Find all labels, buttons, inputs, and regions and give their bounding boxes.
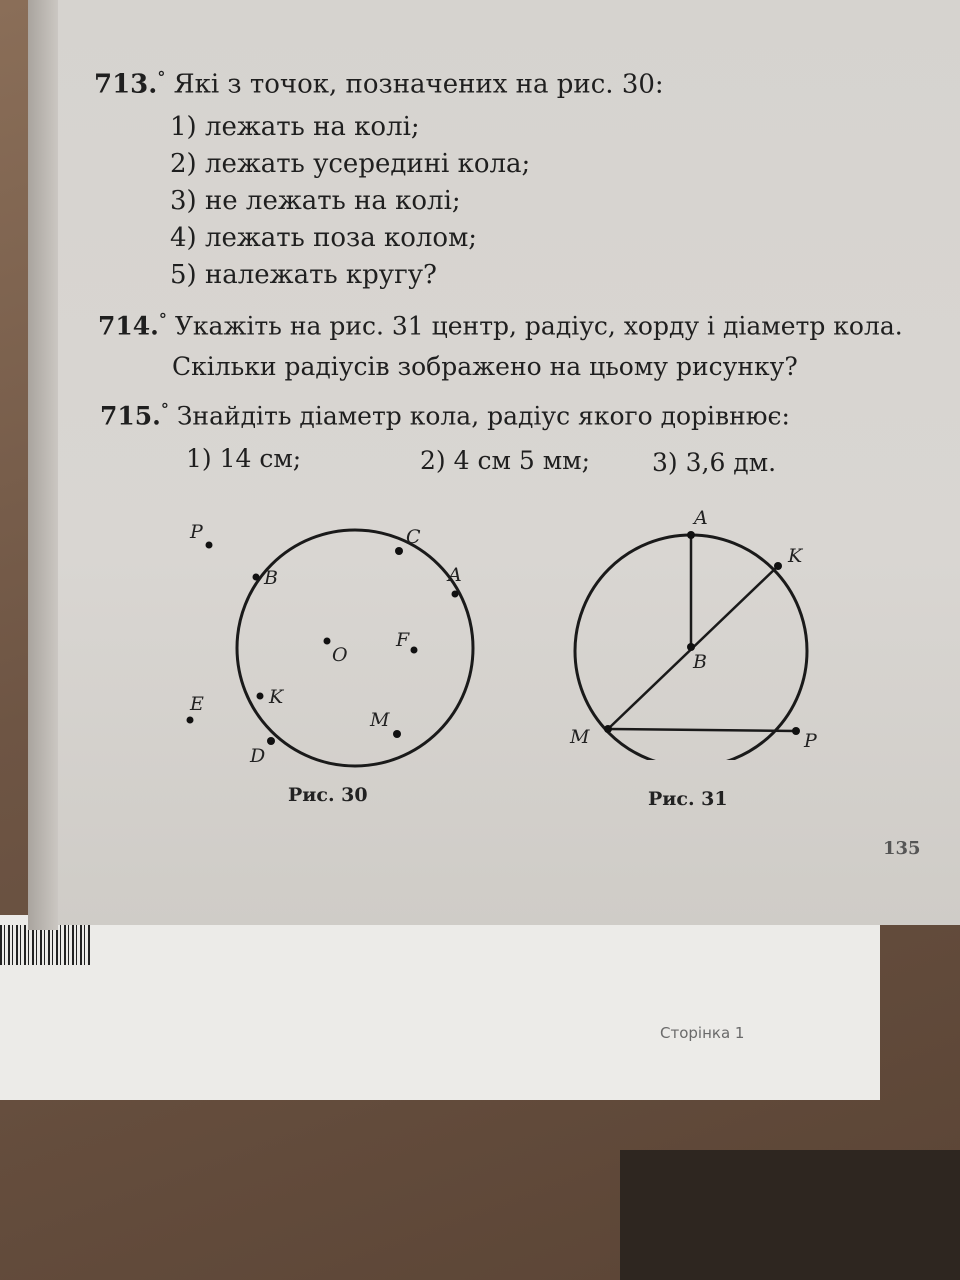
point-a <box>687 531 695 539</box>
page-binding-edge <box>28 0 58 930</box>
figure-30 <box>168 500 508 800</box>
point-c <box>395 547 403 555</box>
problem-715-number: 715. <box>100 401 161 431</box>
point-f <box>411 647 418 654</box>
label-m: M <box>370 709 390 731</box>
point-k <box>257 693 264 700</box>
point-m <box>393 730 401 738</box>
sheet-footer: Сторінка 1 <box>660 1024 745 1042</box>
textbook-page <box>28 0 960 925</box>
label-k: K <box>788 545 803 567</box>
point-p <box>792 727 800 735</box>
problem-714-text: Укажіть на рис. 31 центр, радіус, хорду і діаметр кола. <box>174 311 903 341</box>
label-f: F <box>396 629 410 651</box>
problem-713-question: Які з точок, позначених на рис. 30: <box>173 69 664 100</box>
label-p: P <box>190 521 203 543</box>
point-b <box>687 643 695 651</box>
page-number: 135 <box>883 838 921 859</box>
point-e <box>187 717 194 724</box>
problem-715-question: Знайдіть діаметр кола, радіус якого дорівнює: <box>176 401 790 431</box>
problem-713-item: 5) належать кругу? <box>170 260 437 290</box>
label-a: A <box>448 564 462 586</box>
problem-713-item: 2) лежать усередині кола; <box>170 149 531 179</box>
label-d: D <box>250 745 266 767</box>
circle-30 <box>237 530 473 766</box>
problem-713-item: 4) лежать поза колом; <box>170 223 478 253</box>
label-b: B <box>264 567 278 589</box>
label-c: C <box>406 526 421 548</box>
label-o: O <box>332 644 348 666</box>
printed-sheet <box>0 915 880 1100</box>
problem-715-header <box>100 400 790 430</box>
chord-mp <box>608 729 796 731</box>
label-k: K <box>269 686 284 708</box>
point-m <box>604 725 612 733</box>
problem-714-number: 714. <box>98 311 159 341</box>
point-k <box>774 562 782 570</box>
problem-714-line1 <box>98 310 903 340</box>
problem-715-option: 3) 3,6 дм. <box>652 448 777 477</box>
point-b <box>253 574 260 581</box>
point-o <box>324 638 331 645</box>
label-p: P <box>804 730 817 752</box>
problem-715-option: 2) 4 см 5 мм; <box>420 446 591 475</box>
problem-713-item: 3) не лежать на колі; <box>170 186 461 216</box>
point-p <box>206 542 213 549</box>
problem-713-header <box>94 68 664 100</box>
problem-713-number: 713. <box>94 69 158 100</box>
point-d <box>267 737 275 745</box>
figure-31 <box>558 500 858 760</box>
label-m: M <box>570 726 590 748</box>
problem-714-mark: ° <box>158 310 167 329</box>
problem-714-line2: Скільки радіусів зображено на цьому рисунку? <box>172 352 798 381</box>
figure-31-caption: Рис. 31 <box>648 788 728 810</box>
problem-713-item: 1) лежать на колі; <box>170 112 420 142</box>
label-a: A <box>694 507 708 529</box>
figure-30-caption: Рис. 30 <box>288 784 368 806</box>
problem-715-option: 1) 14 см; <box>186 444 302 473</box>
desk-shadow <box>620 1150 960 1280</box>
label-b: B <box>693 651 707 673</box>
problem-713-mark: ° <box>157 68 166 87</box>
point-a <box>452 591 459 598</box>
problem-715-mark: ° <box>160 400 169 419</box>
barcode <box>0 925 92 965</box>
label-e: E <box>190 693 204 715</box>
